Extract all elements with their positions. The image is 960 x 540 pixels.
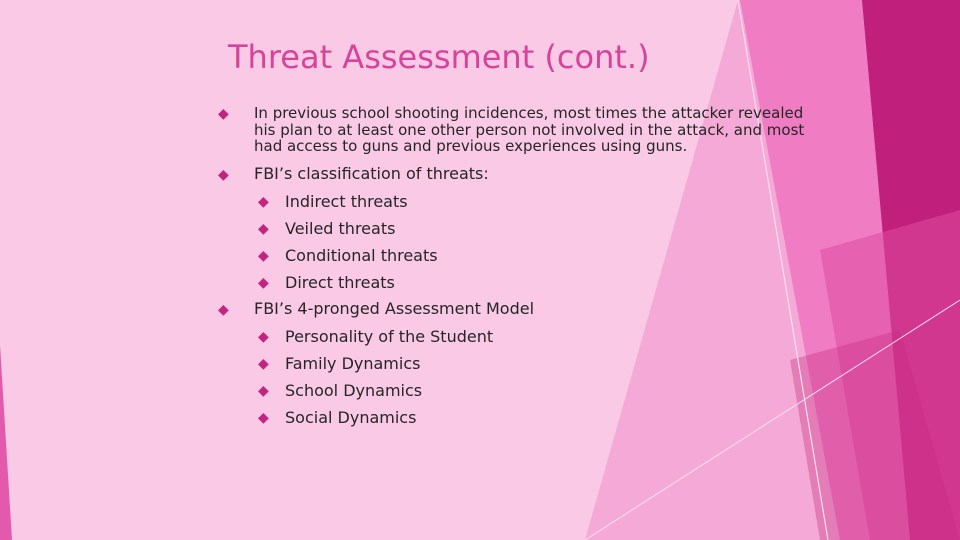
sub-bullet-item <box>218 382 818 399</box>
sub-bullet-item <box>218 193 818 210</box>
bullet-item <box>218 105 818 155</box>
sub-bullet-text: Family Dynamics <box>285 353 421 373</box>
sub-bullet-item <box>218 328 818 345</box>
bullet-text: In previous school shooting incidences, most times the attacker revealed his plan to at least one other person not involved in the attack, and most had access to guns and previous experiences using guns. <box>254 104 805 155</box>
bullet-text: FBI’s classification of threats: <box>254 163 489 183</box>
diamond-bullet-icon: ◆ <box>258 355 269 372</box>
bullet-item <box>218 163 818 183</box>
diamond-bullet-icon: ◆ <box>218 301 229 318</box>
sub-bullet-text: Social Dynamics <box>285 407 417 427</box>
sub-bullet-item <box>218 274 818 291</box>
diamond-bullet-icon: ◆ <box>218 106 229 122</box>
diamond-bullet-icon: ◆ <box>258 193 269 210</box>
diamond-bullet-icon: ◆ <box>258 274 269 291</box>
diamond-bullet-icon: ◆ <box>258 247 269 264</box>
sub-bullet-text: Indirect threats <box>285 191 408 211</box>
bullet-item <box>218 298 818 318</box>
slide-title: Threat Assessment (cont.) <box>228 38 650 76</box>
sub-bullet-item <box>218 409 818 426</box>
diamond-bullet-icon: ◆ <box>218 166 229 183</box>
diamond-bullet-icon: ◆ <box>258 409 269 426</box>
sub-bullet-item <box>218 247 818 264</box>
sub-bullet-item <box>218 355 818 372</box>
sub-bullet-text: Conditional threats <box>285 245 438 265</box>
diamond-bullet-icon: ◆ <box>258 328 269 345</box>
sub-bullet-text: Veiled threats <box>285 218 396 238</box>
sub-bullet-text: Direct threats <box>285 272 395 292</box>
sub-bullet-item <box>218 220 818 237</box>
diamond-bullet-icon: ◆ <box>258 382 269 399</box>
sub-bullet-text: School Dynamics <box>285 380 423 400</box>
diamond-bullet-icon: ◆ <box>258 220 269 237</box>
bullet-list <box>218 105 818 436</box>
bullet-text: FBI’s 4-pronged Assessment Model <box>254 298 535 318</box>
left-accent-stripe <box>0 345 12 540</box>
sub-bullet-text: Personality of the Student <box>285 326 494 346</box>
